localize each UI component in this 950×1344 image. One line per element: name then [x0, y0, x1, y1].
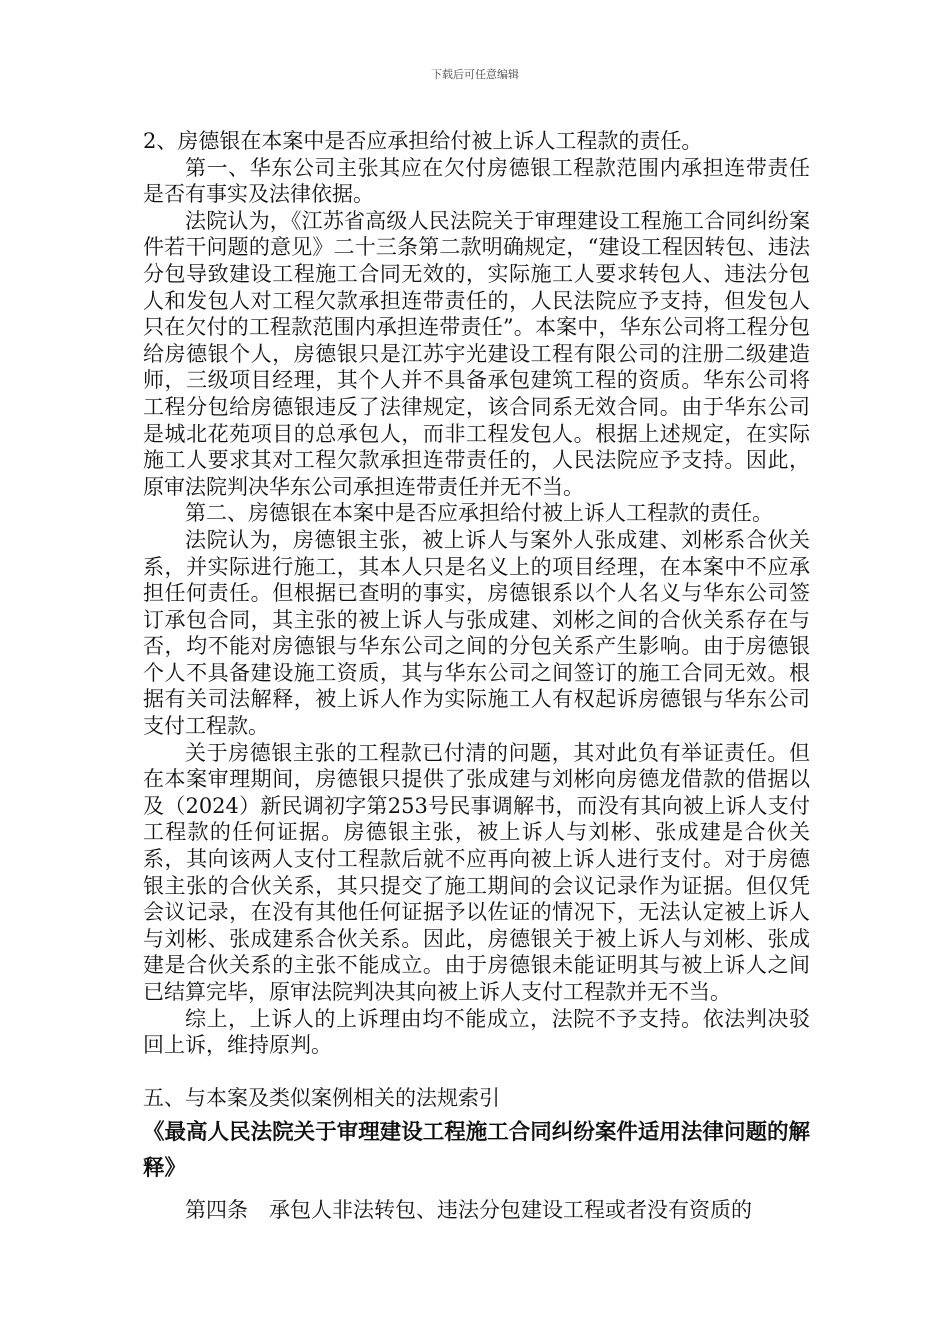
paragraph-conclusion: 综上，上诉人的上诉理由均不能成立，法院不予支持。依法判决驳回上诉，维持原判。 — [143, 1006, 810, 1058]
document-body — [143, 128, 810, 1224]
paragraph-second-issue: 第二、房德银在本案中是否应承担给付被上诉人工程款的责任。 — [185, 501, 773, 526]
header-note: 下载后可任意编辑 — [431, 68, 519, 81]
section-heading: 五、与本案及类似案例相关的法规索引 — [143, 1085, 500, 1110]
article-text: 第四条 承包人非法转包、违法分包建设工程或者没有资质的 — [185, 1198, 752, 1223]
paragraph-first-issue: 第一、华东公司主张其应在欠付房德银工程款范围内承担连带责任是否有事实及法律依据。 — [143, 155, 810, 207]
spacer — [143, 1059, 810, 1085]
paragraph-payment-issue: 关于房德银主张的工程款已付清的问题，其对此负有举证责任。但在本案审理期间，房德银只提供了张成建与刘彬向房德龙借款的借据以及（2024）新民调初字第253号民事调解书，而没有其向被上诉人支付工程款的任何证据。房德银主张，被上诉人与刘彬、张成建是合伙关系，其向该两人支付工程款后就不应再向被上诉人进行支付。对于房德银主张的合伙关系，其只提交了施工期间的会议记录作为证据。但仅凭会议记录，在没有其他任何证据予以佐证的情况下，无法认定被上诉人与刘彬、张成建系合伙关系。因此，房德银关于被上诉人与刘彬、张成建是合伙关系的主张不能成立。由于房德银未能证明其与被上诉人之间已结算完毕，原审法院判决其向被上诉人支付工程款并无不当。 — [143, 740, 810, 1004]
paragraph-question-2: 2、房德银在本案中是否应承担给付被上诉人工程款的责任。 — [143, 129, 703, 153]
paragraph-court-opinion-1: 法院认为，《江苏省高级人民法院关于审理建设工程施工合同纠纷案件若干问题的意见》二十三条第二款明确规定，“建设工程因转包、违法分包导致建设工程施工合同无效的，实际施工人要求转包人、违法分包人和发包人对工程欠款承担连带责任的，人民法院应予支持，但发包人只在欠付的工程款范围内承担连带责任”。本案中，华东公司将工程分包给房德银个人，房德银只是江苏宇光建设工程有限公司的注册二级建造师，三级项目经理，其个人并不具备承包建筑工程的资质。华东公司将工程分包给房德银违反了法律规定，该合同系无效合同。由于华东公司是城北花苑项目的总承包人，而非工程发包人。根据上述规定，在实际施工人要求其对工程欠款承担连带责任的，人民法院应予支持。因此，原审法院判决华东公司承担连带责任并无不当。 — [143, 208, 810, 499]
paragraph-court-opinion-2: 法院认为，房德银主张，被上诉人与案外人张成建、刘彬系合伙关系，并实际进行施工，其本人只是名义上的项目经理，在本案中不应承担任何责任。但根据已查明的事实，房德银系以个人名义与华东公司签订承包合同，其主张的被上诉人与张成建、刘彬之间的合伙关系存在与否，均不能对房德银与华东公司之间的分包关系产生影响。由于房德银个人不具备建设施工资质，其与华东公司之间签订的施工合同无效。根据有关司法解释，被上诉人作为实际施工人有权起诉房德银与华东公司支付工程款。 — [143, 527, 810, 739]
law-title: 《最高人民法院关于审理建设工程施工合同纠纷案件适用法律问题的解释》 — [143, 1120, 810, 1182]
